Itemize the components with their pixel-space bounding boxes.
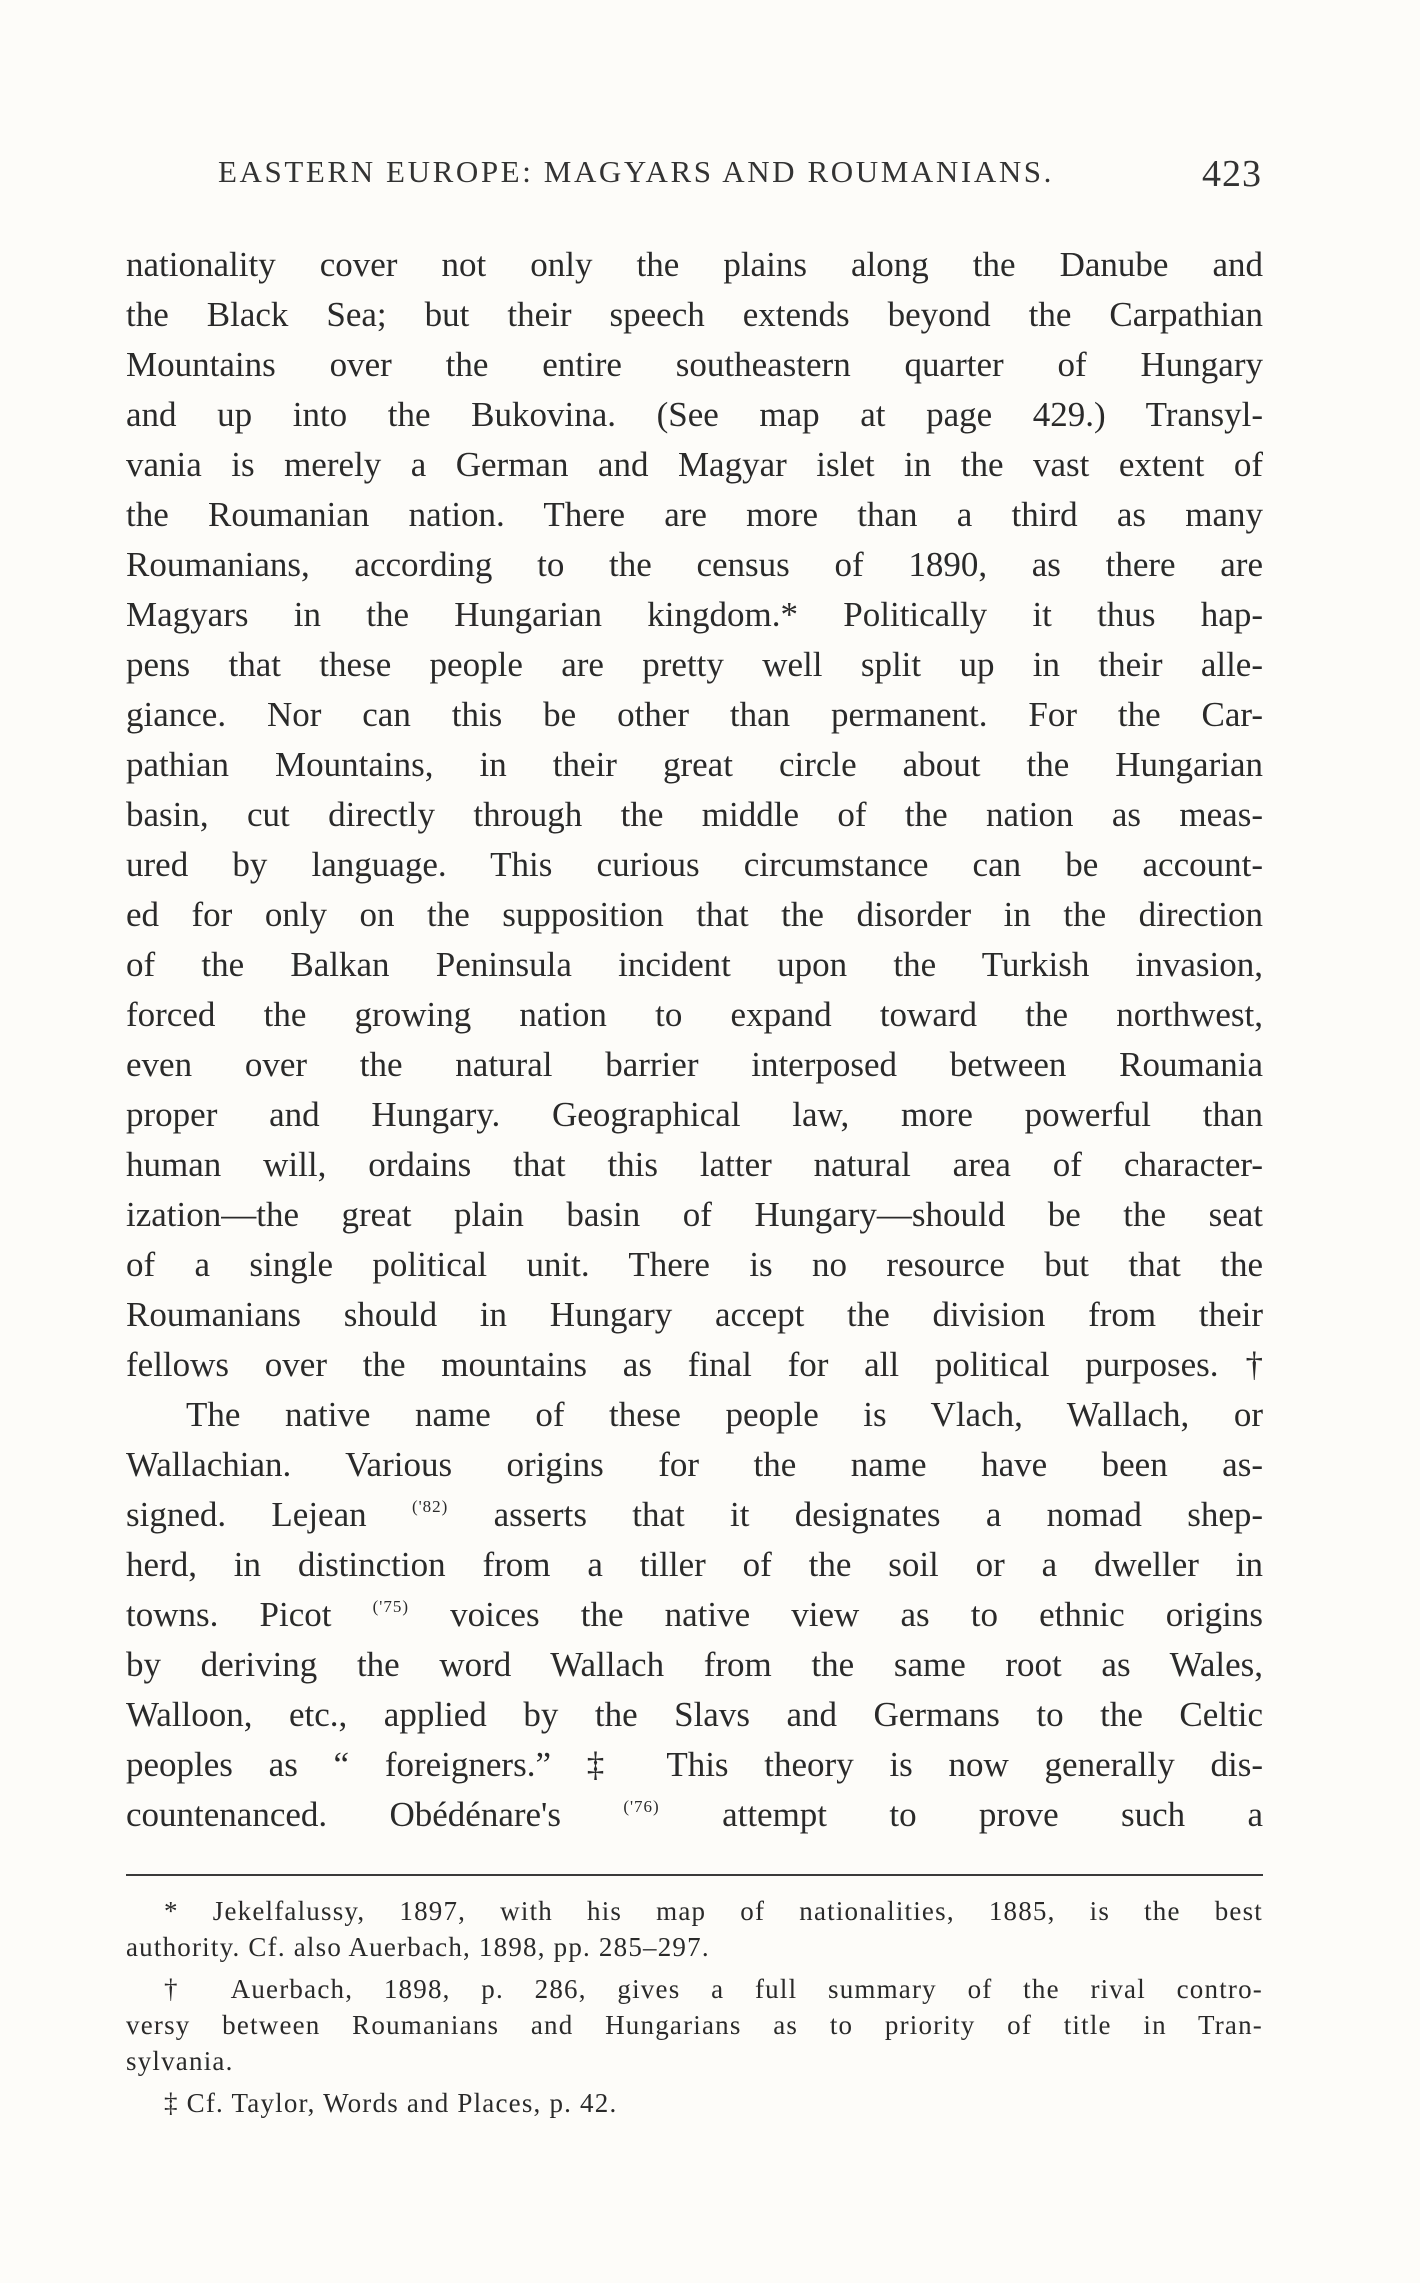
text-line: peoples as “ foreigners.” ‡ This theory is now generally dis- xyxy=(126,1745,1263,1784)
text-line: herd, in distinction from a tiller of the soil or a dweller in xyxy=(126,1545,1263,1584)
text-line: by deriving the word Wallach from the same root as Wales, xyxy=(126,1645,1263,1684)
body-text xyxy=(126,240,1263,1840)
text-line: fellows over the mountains as final for all political purposes.† xyxy=(126,1345,1263,1384)
text-line: the Roumanian nation. There are more than a third as many xyxy=(126,495,1263,534)
footnotes xyxy=(126,1893,1263,2121)
footnote-line: ‡ Cf. Taylor, Words and Places, p. 42. xyxy=(164,2088,618,2118)
text-line: the Black Sea; but their speech extends beyond the Carpathian xyxy=(126,295,1263,334)
text-line: Magyars in the Hungarian kingdom.* Politically it thus hap- xyxy=(126,595,1263,634)
footnote-line: † Auerbach, 1898, p. 286, gives a full summary of the rival contro- xyxy=(164,1974,1263,2004)
text-line: Wallachian. Various origins for the name have been as- xyxy=(126,1445,1263,1484)
text-fragment: voices the native view as to ethnic origins xyxy=(450,1595,1263,1634)
text-fragment: countenanced. Obédénare's xyxy=(126,1795,561,1834)
citation-reference: ('76) xyxy=(623,1797,660,1816)
text-line: proper and Hungary. Geographical law, more powerful than xyxy=(126,1095,1263,1134)
footnote-divider xyxy=(126,1874,1263,1876)
citation-reference: ('82) xyxy=(411,1497,449,1516)
text-line: ed for only on the supposition that the disorder in the direction xyxy=(126,895,1263,934)
text-line-with-reference xyxy=(126,1790,1263,1840)
text-fragment: asserts that it designates a nomad shep- xyxy=(493,1495,1263,1534)
footnote-line: * Jekelfalussy, 1897, with his map of nationalities, 1885, is the best xyxy=(164,1896,1263,1926)
text-line: Walloon, etc., applied by the Slavs and Germans to the Celtic xyxy=(126,1695,1263,1734)
text-line: basin, cut directly through the middle of the nation as meas- xyxy=(126,795,1263,834)
text-line: vania is merely a German and Magyar islet in the vast extent of xyxy=(126,445,1263,484)
text-fragment: attempt to prove such a xyxy=(722,1795,1263,1834)
text-line: ization—the great plain basin of Hungary—should be the seat xyxy=(126,1195,1263,1234)
footnote-line: sylvania. xyxy=(126,2046,234,2076)
text-line: pens that these people are pretty well split up in their alle- xyxy=(126,645,1263,684)
text-line: giance. Nor can this be other than permanent. For the Car- xyxy=(126,695,1263,734)
running-head xyxy=(218,154,1318,198)
text-line: and up into the Bukovina. (See map at page 429.) Transyl- xyxy=(126,395,1263,434)
text-line: Roumanians, according to the census of 1890, as there are xyxy=(126,545,1263,584)
footnote-line: versy between Roumanians and Hungarians as to priority of title in Tran- xyxy=(126,2010,1263,2040)
text-line: human will, ordains that this latter natural area of character- xyxy=(126,1145,1263,1184)
text-line: of a single political unit. There is no resource but that the xyxy=(126,1245,1263,1284)
footnote-line: authority. Cf. also Auerbach, 1898, pp. 285–297. xyxy=(126,1932,710,1962)
text-fragment: towns. Picot xyxy=(126,1595,332,1634)
text-line: forced the growing nation to expand toward the northwest, xyxy=(126,995,1263,1034)
text-fragment: signed. Lejean xyxy=(126,1495,367,1534)
text-line: ured by language. This curious circumstance can be account- xyxy=(126,845,1263,884)
text-line: of the Balkan Peninsula incident upon the Turkish invasion, xyxy=(126,945,1263,984)
page-number: 423 xyxy=(1202,153,1262,195)
text-line: even over the natural barrier interposed between Roumania xyxy=(126,1045,1263,1084)
citation-reference: ('75) xyxy=(372,1597,410,1616)
text-line: Mountains over the entire southeastern quarter of Hungary xyxy=(126,345,1263,384)
paragraph-start-line: The native name of these people is Vlach, Wallach, or xyxy=(186,1395,1263,1434)
text-line: Roumanians should in Hungary accept the division from their xyxy=(126,1295,1263,1334)
running-title: EASTERN EUROPE: MAGYARS AND ROUMANIANS. xyxy=(218,154,1054,189)
text-line-with-reference xyxy=(126,1490,1263,1540)
text-line: pathian Mountains, in their great circle about the Hungarian xyxy=(126,745,1263,784)
text-line: nationality cover not only the plains along the Danube and xyxy=(126,245,1263,284)
text-line-with-reference xyxy=(126,1590,1263,1640)
